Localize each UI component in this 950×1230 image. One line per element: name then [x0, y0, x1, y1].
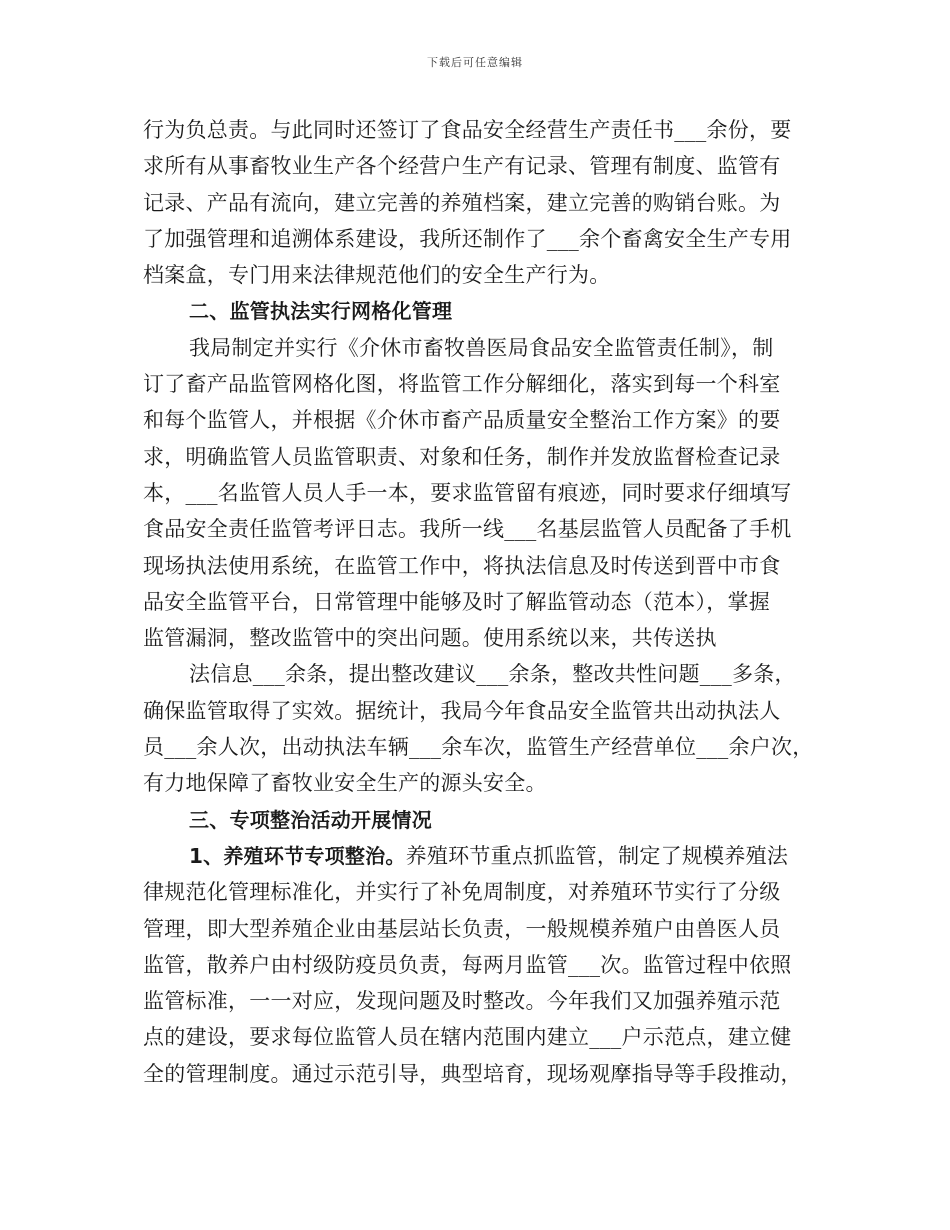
- document-body: [143, 112, 825, 1092]
- paragraph-line: 和每个监管人，并根据《介休市畜产品质量安全整治工作方案》的要: [143, 408, 781, 433]
- paragraph-line: 员___余人次，出动执法车辆___余车次，监管生产经营单位___余户次，: [143, 735, 814, 760]
- paragraph-line: 求所有从事畜牧业生产各个经营户生产有记录、管理有制度、监管有: [143, 154, 781, 179]
- paragraph-line: 法信息___余条，提出整改建议___余条，整改共性问题___多条，: [189, 662, 796, 687]
- paragraph-line: 现场执法使用系统，在监管工作中，将执法信息及时传送到晋中市食: [143, 553, 781, 578]
- paragraph-line: [143, 838, 825, 874]
- paragraph-line: 监管标准，一一对应，发现问题及时整改。今年我们又加强养殖示范: [143, 989, 781, 1014]
- paragraph-line: 品安全监管平台，日常管理中能够及时了解监管动态（范本），掌握: [143, 589, 770, 614]
- subsection-lead: 1、养殖环节专项整治。: [189, 843, 406, 868]
- paragraph-line: 行为负总责。与此同时还签订了食品安全经营生产责任书___余份，要: [143, 118, 792, 142]
- paragraph-line: 律规范化管理标准化，并实行了补免周制度，对养殖环节实行了分级: [143, 880, 781, 905]
- paragraph-line: 确保监管取得了实效。据统计，我局今年食品安全监管共出动执法人: [143, 698, 781, 723]
- section-heading: 二、监管执法实行网格化管理: [189, 299, 453, 324]
- paragraph-line: 全的管理制度。通过示范引导，典型培育，现场观摩指导等手段推动，: [143, 1061, 802, 1086]
- paragraph-line: 本，___名监管人员人手一本，要求监管留有痕迹，同时要求仔细填写: [143, 480, 792, 505]
- paragraph-line: 点的建设，要求每位监管人员在辖内范围内建立___户示范点，建立健: [143, 1025, 792, 1050]
- paragraph-line: 记录、产品有流向，建立完善的养殖档案，建立完善的购销台账。为: [143, 190, 781, 215]
- paragraph-line: 订了畜产品监管网格化图，将监管工作分解细化，落实到每一个科室: [143, 372, 781, 397]
- paragraph-line: 监管，散养户由村级防疫员负责，每两月监管___次。监管过程中依照: [143, 952, 792, 977]
- paragraph-line: 了加强管理和追溯体系建设，我所还制作了___余个畜禽安全生产专用: [143, 226, 792, 251]
- paragraph-text: 养殖环节重点抓监管，制定了规模养殖法: [405, 843, 789, 868]
- paragraph-line: 食品安全责任监管考评日志。我所一线___名基层监管人员配备了手机: [143, 517, 792, 542]
- page-header: 下载后可任意编辑: [427, 56, 523, 69]
- section-heading: 三、专项整治活动开展情况: [189, 807, 432, 832]
- paragraph-line: 有力地保障了畜牧业安全生产的源头安全。: [143, 771, 547, 796]
- paragraph-line: 档案盒，专门用来法律规范他们的安全生产行为。: [143, 263, 611, 288]
- paragraph-line: 求，明确监管人员监管职责、对象和任务，制作并发放监督检查记录: [143, 444, 781, 469]
- paragraph-line: 我局制定并实行《介休市畜牧兽医局食品安全监管责任制》，制: [189, 335, 774, 360]
- paragraph-line: 监管漏洞，整改监管中的突出问题。使用系统以来，共传送执: [143, 626, 717, 651]
- paragraph-line: 管理，即大型养殖企业由基层站长负责，一般规模养殖户由兽医人员: [143, 916, 781, 941]
